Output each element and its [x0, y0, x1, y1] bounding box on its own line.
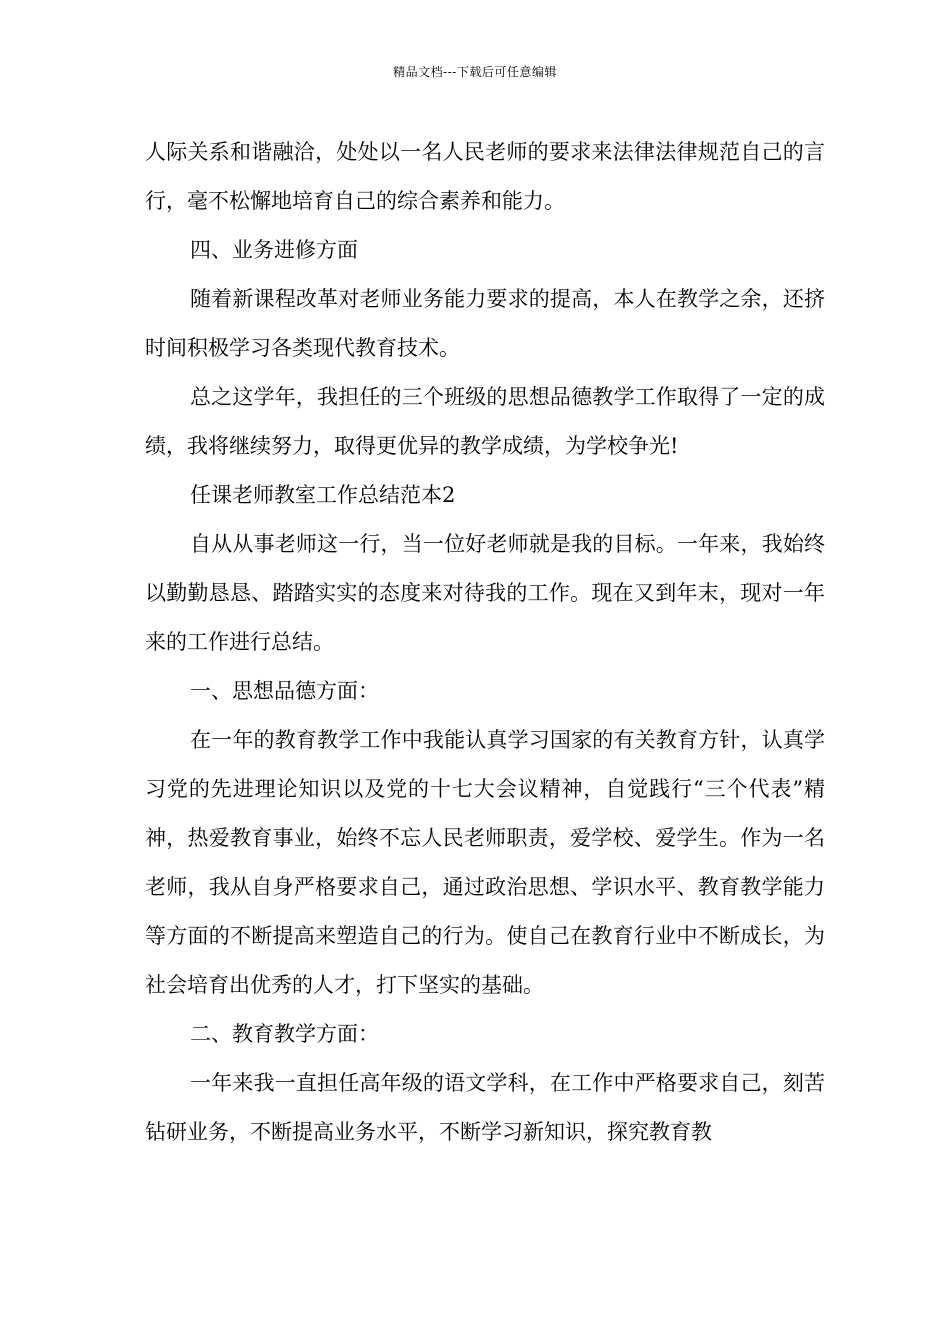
section-heading-business-study: 四、业务进修方面 [190, 238, 358, 262]
sample-title: 任课老师教室工作总结范本2 [190, 483, 456, 507]
paragraph: 总之这学年，我担任的三个班级的思想品德教学工作取得了一定的成绩，我将继续努力，取得更优异的教学成绩，为学校争光! [145, 385, 825, 458]
section-heading-ideology: 一、思想品德方面： [190, 679, 379, 703]
paragraph: 随着新课程改革对老师业务能力要求的提高，本人在教学之余，还挤时间积极学习各类现代教育技术。 [145, 287, 825, 360]
document-body [145, 128, 825, 1157]
paragraph: 一年来我一直担任高年级的语文学科，在工作中严格要求自己，刻苦钻研业务，不断提高业务水平，不断学习新知识，探究教育教 [145, 1071, 825, 1144]
paragraph: 在一年的教育教学工作中我能认真学习国家的有关教育方针，认真学习党的先进理论知识以及党的十七大会议精神，自觉践行“三个代表”精神，热爱教育事业，始终不忘人民老师职责，爱学校、爱学生。作为一名老师，我从自身严格要求自己，通过政治思想、学识水平、教育教学能力等方面的不断提高来塑造自己的行为。使自己在教育行业中不断成长，为社会培育出优秀的人才，打下坚实的基础。 [145, 728, 825, 997]
paragraph: 自从从事老师这一行，当一位好老师就是我的目标。一年来，我始终以勤勤恳恳、踏踏实实的态度来对待我的工作。现在又到年末，现对一年来的工作进行总结。 [145, 532, 825, 654]
section-heading-teaching: 二、教育教学方面： [190, 1022, 379, 1046]
page-header: 精品文档---下载后可任意编辑 [393, 65, 557, 79]
paragraph-continued: 人际关系和谐融洽，处处以一名人民老师的要求来法律法律规范自己的言行，毫不松懈地培育自己的综合素养和能力。 [145, 140, 825, 213]
